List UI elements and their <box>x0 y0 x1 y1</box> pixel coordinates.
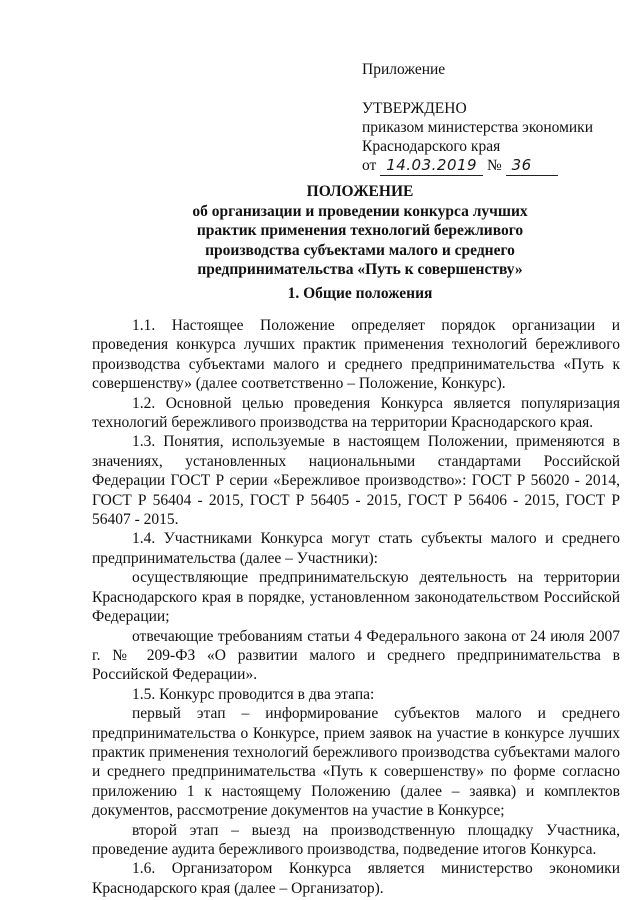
paragraph: отвечающие требованиям статьи 4 Федерального закона от 24 июля 2007 г. № 209-ФЗ «О развитии малого и среднего предпринимательства в Российской Федерации». <box>92 627 620 684</box>
paragraph: второй этап – выезд на производственную площадку Участника, проведение аудита бережливого производства, подведение итогов Конкурса. <box>92 821 620 858</box>
handwritten-number: 36 <box>506 156 558 176</box>
approved-label: УТВЕРЖДЕНО <box>362 100 467 117</box>
order-line-1: приказом министерства экономики <box>362 119 594 136</box>
title-line-5: предпринимательства «Путь к совершенству» <box>197 261 523 278</box>
paragraph: 1.4. Участниками Конкурса могут стать субъекты малого и среднего предпринимательства (далее – Участники): <box>92 530 620 567</box>
paragraph: 1.6. Организатором Конкурса является министерство экономики Краснодарского края (далее – Организатор). <box>92 860 620 897</box>
paragraph: 1.2. Основной целью проведения Конкурса является популяризация технологий бережливого производства на территории Краснодарского края. <box>92 394 620 432</box>
from-prefix: от <box>362 157 377 174</box>
handwritten-date: 14.03.2019 <box>380 156 483 176</box>
paragraph: осуществляющие предпринимательскую деятельность на территории Краснодарского края в порядке, установленном законодательством Российской Федерации; <box>92 569 620 626</box>
title-line-2: об организации и проведении конкурса лучших <box>192 202 528 220</box>
title-line-1: ПОЛОЖЕНИЕ <box>306 183 414 200</box>
title-line-4: производства субъектами малого и среднего <box>205 241 515 259</box>
title-line-3: практик применения технологий бережливого <box>196 222 524 239</box>
section-heading: 1. Общие положения <box>287 285 433 302</box>
number-sign: № <box>486 157 502 174</box>
document-body <box>92 316 620 898</box>
paragraph: 1.3. Понятия, используемые в настоящем Положении, применяются в значениях, установленных национальными стандартами Российской Федерации ГОСТ Р серии «Бережливое производство»: ГОСТ Р 56020 - 2014, ГОСТ Р 56404 - 2015, ГОСТ Р 56405 - 2015, ГОСТ Р 56406 - 2015, ГОСТ Р 56407 - 2015. <box>92 433 620 529</box>
paragraph: первый этап – информирование субъектов малого и среднего предпринимательства о Конкурсе, прием заявок на участие в конкурсе лучших практик применения технологий бережливого производства субъектами малого и среднего предпринимательства «Путь к совершенству» по форме согласно приложению 1 к настоящему Положению (далее – заявка) и комплектов документов, рассмотрение документов на участие в Конкурсе; <box>92 705 620 820</box>
order-line-2: Краснодарского края <box>362 138 501 155</box>
order-date-line <box>362 156 622 176</box>
paragraph: 1.1. Настоящее Положение определяет порядок организации и проведения конкурса лучших практик применения технологий бережливого производства субъектами малого и среднего предпринимательства «Путь к совершенству» (далее соответственно – Положение, Конкурс). <box>92 317 620 393</box>
appendix-label: Приложение <box>362 61 446 78</box>
paragraph: 1.5. Конкурс проводится в два этапа: <box>132 685 375 703</box>
document-title <box>90 182 630 280</box>
approval-block <box>362 60 622 176</box>
